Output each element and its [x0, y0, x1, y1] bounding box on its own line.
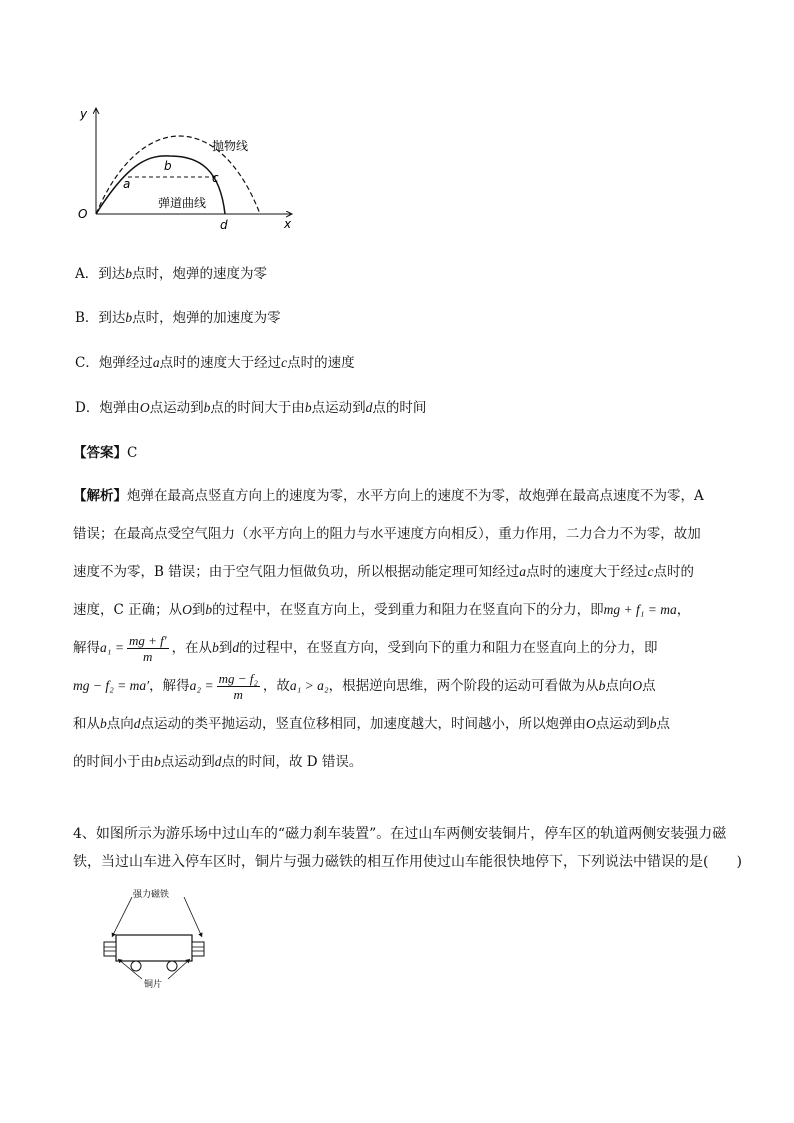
- copper-label: 铜片: [144, 980, 163, 990]
- magnet-label: 强力磁铁: [133, 890, 170, 900]
- answer: 【答案】C: [73, 445, 138, 461]
- magnet-arrow-right: [184, 897, 202, 937]
- analysis: 【解析】炮弹在最高点竖直方向上的速度为零，水平方向上的速度不为零，故炮弹在最高点速度不为零，A 错误；在最高点受空气阻力（水平方向上的阻力与水平速度方向相反），重力作用，二力合力不为零，故加 速度不为零，B 错误；由于空气阻力恒做负功，所以根据动能定理可知经过a点时的速度大于经过c点时的 速度，C 正确；从O到b的过程中，在竖直方向上，受到重力和阻力在竖直向下的分力，即mg + f₁ = ma， 解得a₁ = $\frac{mg + f'}{m}$ ，在从b到d的过程中，在竖直方向，受到向下的重力和阻力在竖直向上的分力，即 mg − f₂ = ma′，解得a₂ = $\frac{\text{mg − f₂}}{m}$ ，故a₁ > a₂，根据逆向思维，两个阶段的运动可看做为从b点向O点 和从b点向d点运动的类平抛运动，竖直位移相同，加速度越大，时间越小，所以炮弹由O点运动到b点 的时间小于由b点运动到d点的时间，故 D 错误。: [73, 488, 704, 770]
- option-b[interactable]: B．到达b点时，炮弹的加速度为零: [75, 310, 281, 326]
- wheel-right: [167, 961, 177, 971]
- origin-label: O: [78, 207, 88, 221]
- axis-y-label: y: [80, 107, 88, 121]
- option-a[interactable]: A．到达b点时，炮弹的速度为零: [75, 266, 267, 282]
- point-a-label: a: [123, 177, 131, 191]
- parabola-label: 抛物线: [212, 139, 249, 153]
- magnet-arrow-left: [112, 897, 132, 937]
- car-body: [116, 935, 192, 961]
- point-b-label: b: [164, 159, 172, 173]
- option-c[interactable]: C．炮弹经过a点时的速度大于经过c点时的速度: [75, 355, 355, 371]
- trajectory-figure: [70, 100, 310, 235]
- question-4: 4、如图所示为游乐场中过山车的“磁力刹车装置”。在过山车两侧安装铜片，停车区的轨道两侧安装强力磁 铁，当过山车进入停车区时，铜片与强力磁铁的相互作用使过山车能很快地停下，下列说法中错误的是( ): [73, 826, 742, 870]
- axis-x-label: x: [284, 217, 292, 231]
- left-magnet: [104, 942, 116, 956]
- magnetic-brake-figure: [98, 885, 218, 990]
- point-c-label: c: [212, 171, 219, 185]
- point-d-label: d: [220, 218, 228, 232]
- option-d[interactable]: D．炮弹由O点运动到b点的时间大于由b点运动到d点的时间: [75, 400, 427, 416]
- wheel-left: [131, 961, 141, 971]
- ballistic-label: 弹道曲线: [158, 196, 207, 210]
- right-magnet: [192, 942, 204, 956]
